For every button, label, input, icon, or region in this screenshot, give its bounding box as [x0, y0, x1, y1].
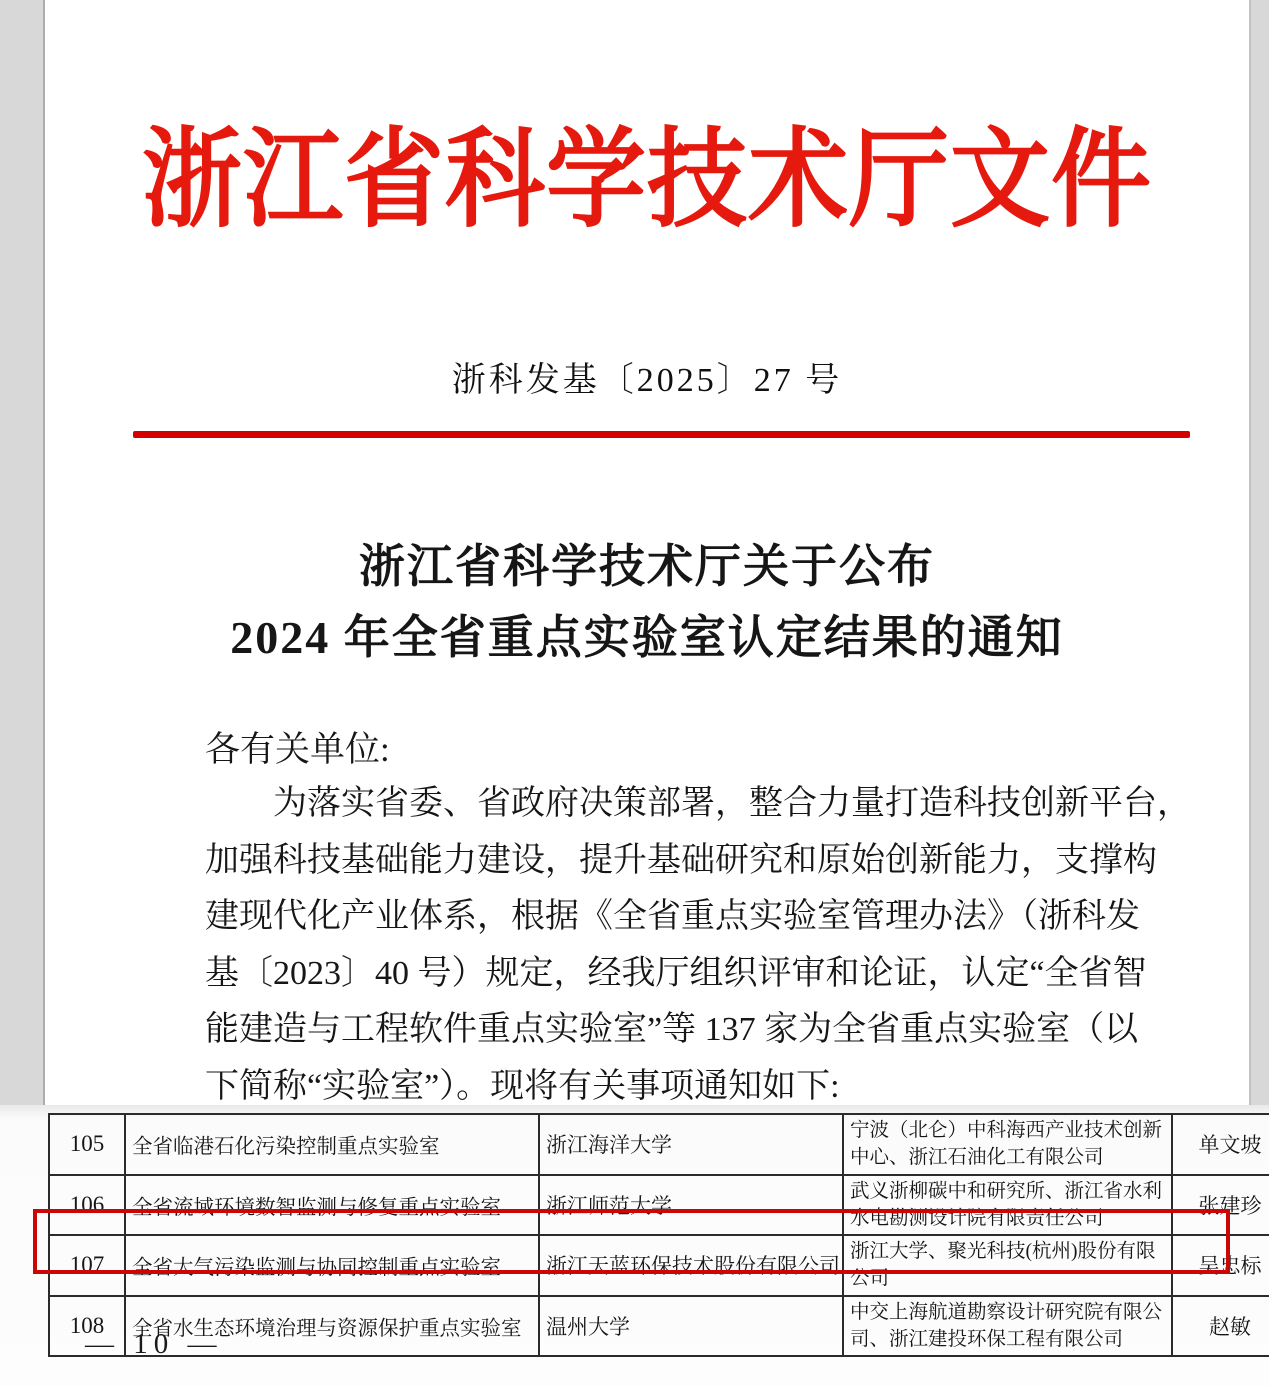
page-number: — 10 — [85, 1328, 223, 1360]
salutation: 各有关单位: [205, 730, 390, 769]
results-table-section [0, 1105, 1269, 1386]
cell-institution: 浙江海洋大学 [539, 1114, 843, 1175]
red-divider-line [133, 431, 1190, 438]
results-table [48, 1113, 1269, 1357]
cell-lab-name: 全省流域环境数智监测与修复重点实验室 [125, 1175, 539, 1236]
body-line: 下简称“实验室”）。现将有关事项通知如下: [205, 1067, 840, 1105]
cell-director: 张建珍 [1172, 1175, 1269, 1236]
cell-lab-name: 全省水生态环境治理与资源保护重点实验室 [125, 1296, 539, 1357]
cell-director: 赵敏 [1172, 1296, 1269, 1357]
cell-row-number: 106 [49, 1175, 125, 1236]
cell-institution: 温州大学 [539, 1296, 843, 1357]
body-line: 建现代化产业体系，根据《全省重点实验室管理办法》（浙科发 [205, 898, 1140, 935]
cell-partners: 中交上海航道勘察设计研究院有限公司、浙江建投环保工程有限公司 [843, 1296, 1172, 1357]
cell-lab-name: 全省临港石化污染控制重点实验室 [125, 1114, 539, 1175]
body-line: 能建造与工程软件重点实验室”等 137 家为全省重点实验室（以 [205, 1011, 1139, 1048]
cell-institution: 浙江天蓝环保技术股份有限公司 [539, 1235, 843, 1296]
cell-row-number: 108 [49, 1296, 125, 1357]
cell-partners: 武义浙柳碳中和研究所、浙江省水利水电勘测设计院有限责任公司 [843, 1175, 1172, 1236]
document-number: 浙科发基〔2025〕27 号 [451, 362, 843, 399]
cell-director: 吴忠标 [1172, 1235, 1269, 1296]
cell-partners: 浙江大学、聚光科技(杭州)股份有限公司 [843, 1235, 1172, 1296]
cell-partners: 宁波（北仑）中科海西产业技术创新中心、浙江石油化工有限公司 [843, 1114, 1172, 1175]
body-paragraph [205, 776, 1191, 1115]
cell-director: 单文坡 [1172, 1114, 1269, 1175]
cell-row-number: 105 [49, 1114, 125, 1175]
document-header-title: 浙江省科学技术厅文件 [142, 120, 1152, 241]
cell-row-number: 107 [49, 1235, 125, 1296]
table-row [49, 1296, 1269, 1357]
cell-institution: 浙江师范大学 [539, 1175, 843, 1236]
table-row [49, 1175, 1269, 1236]
notice-title-line2: 2024 年全省重点实验室认定结果的通知 [230, 612, 1064, 663]
cell-lab-name: 全省大气污染监测与协同控制重点实验室 [125, 1235, 539, 1296]
notice-title-line1: 浙江省科学技术厅关于公布 [359, 541, 935, 592]
body-line: 为落实省委、省政府决策部署，整合力量打造科技创新平台， [273, 785, 1191, 822]
table-row-highlighted [49, 1235, 1269, 1296]
body-line: 基〔2023〕40 号）规定，经我厅组织评审和论证，认定“全省智 [205, 954, 1147, 992]
body-line: 加强科技基础能力建设，提升基础研究和原始创新能力，支撑构 [205, 841, 1157, 879]
table-row [49, 1114, 1269, 1175]
document-page [45, 0, 1249, 1105]
